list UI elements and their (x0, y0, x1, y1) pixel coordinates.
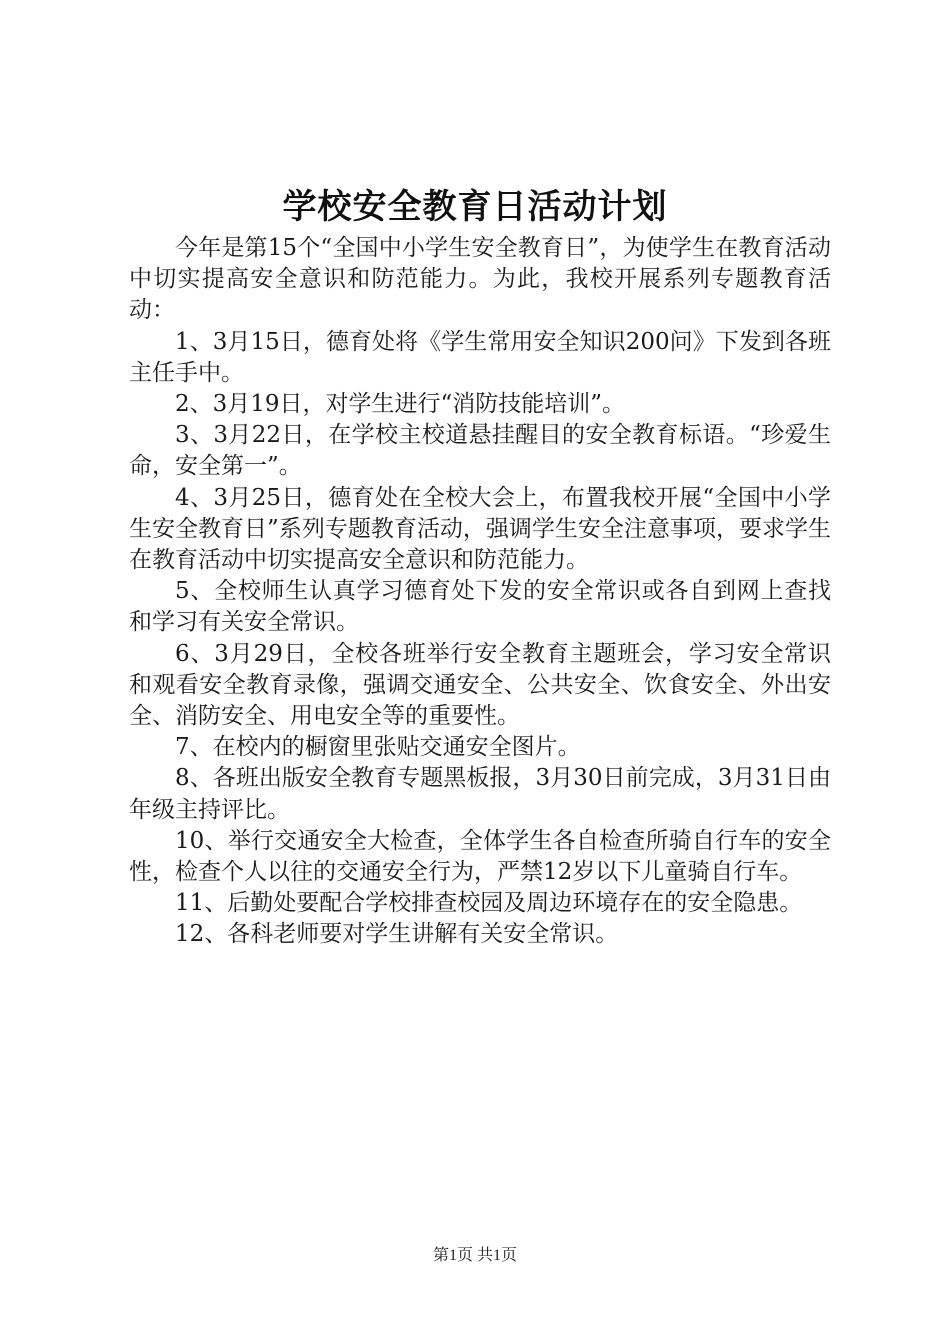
list-item: 7、在校内的橱窗里张贴交通安全图片。 (175, 734, 581, 761)
list-item: 5、全校师生认真学习德育处下发的安全常识或各自到网上查找和学习有关安全常识。 (129, 578, 831, 636)
page-footer: 第1页 共1页 (432, 1247, 517, 1264)
document-title: 学校安全教育日活动计划 (282, 187, 668, 227)
list-item: 3、3月22日，在学校主校道悬挂醒目的安全教育标语。“珍爱生命，安全第一”。 (129, 422, 831, 480)
list-item: 12、各科老师要对学生讲解有关安全常识。 (175, 921, 619, 948)
list-item: 6、3月29日，全校各班举行安全教育主题班会，学习安全常识和观看安全教育录像，强调交通安全、公共安全、饮食安全、外出安全、消防安全、用电安全等的重要性。 (129, 640, 831, 730)
list-item: 10、举行交通安全大检查，全体学生各自检查所骑自行车的安全性，检查个人以往的交通安全行为，严禁12岁以下儿童骑自行车。 (129, 827, 831, 886)
list-item: 4、3月25日，德育处在全校大会上，布置我校开展“全国中小学生安全教育日”系列专题教育活动，强调学生安全注意事项，要求学生在教育活动中切实提高安全意识和防范能力。 (129, 484, 831, 574)
list-item: 1、3月15日，德育处将《学生常用安全知识200问》下发到各班主任手中。 (129, 328, 831, 386)
intro-paragraph: 今年是第15个“全国中小学生安全教育日”，为使学生在教育活动中切实提高安全意识和防范能力。为此，我校开展系列专题教育活动： (129, 235, 831, 324)
document-body (129, 233, 831, 951)
list-item: 2、3月19日，对学生进行“消防技能培训”。 (175, 391, 626, 418)
list-item: 8、各班出版安全教育专题黑板报，3月30日前完成，3月31日由年级主持评比。 (129, 765, 831, 823)
list-item: 11、后勤处要配合学校排查校园及周边环境存在的安全隐患。 (175, 890, 803, 917)
